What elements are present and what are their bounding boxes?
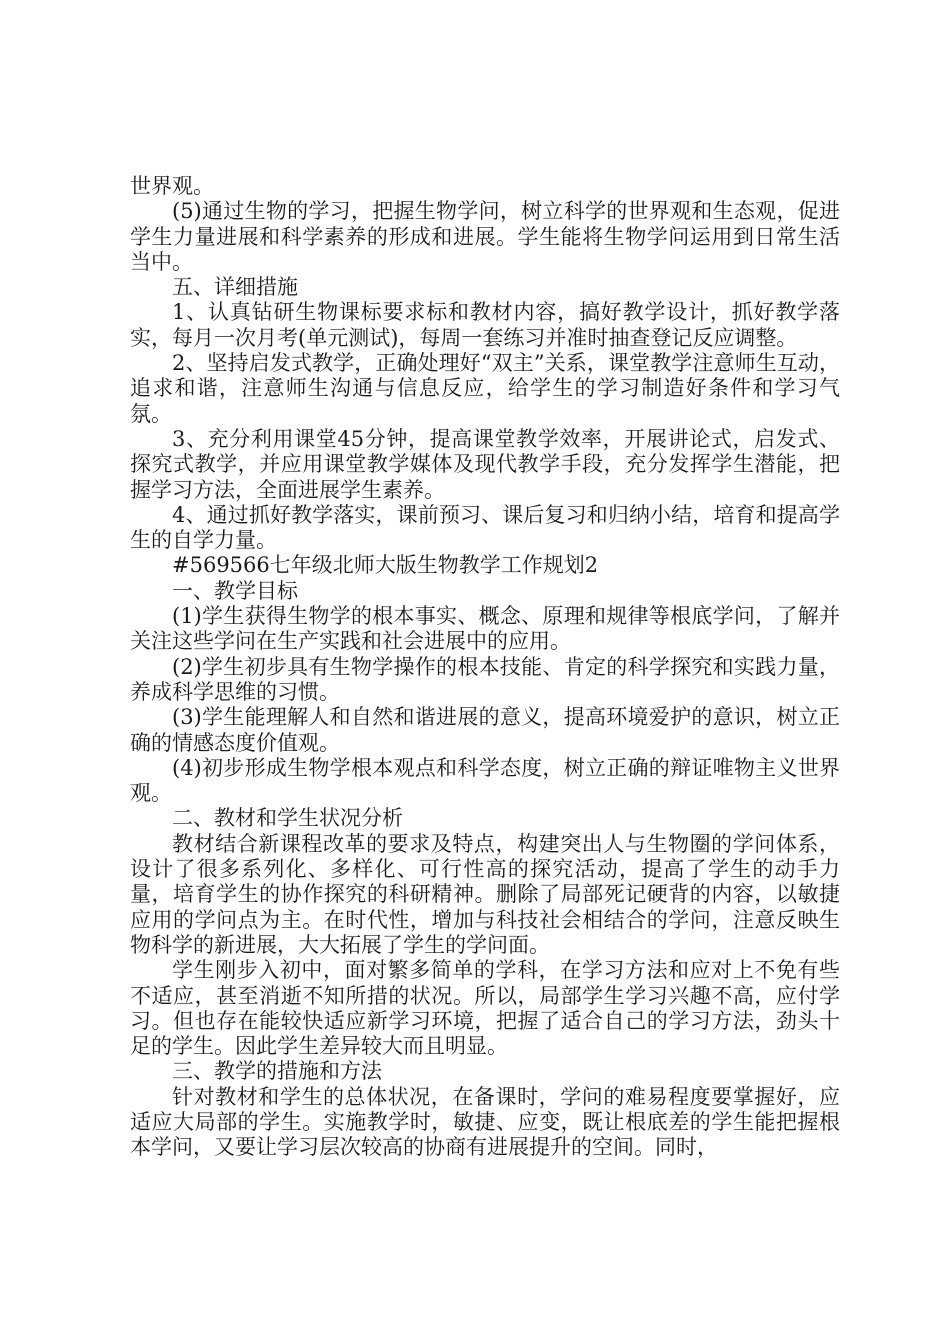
paragraph: 世界观。 xyxy=(130,174,214,198)
paragraph: 2、坚持启发式教学，正确处理好“双主”关系，课堂教学注意师生互动，追求和谐，注意师生沟通与信息反应，给学生的学习制造好条件和学习气氛。 xyxy=(130,351,840,426)
document-title: #569566七年级北师大版生物教学工作规划2 xyxy=(172,553,599,578)
section-heading: 一、教学目标 xyxy=(172,578,298,603)
paragraph: 教材结合新课程改革的要求及特点，构建突出人与生物圈的学问体系，设计了很多系列化、多样化、可行性高的探究活动，提高了学生的动手力量，培育学生的协作探究的科研精神。删除了局部死记硬背的内容，以敏捷应用的学问点为主。在时代性，增加与科技社会相结合的学问，注意反映生物科学的新进展，大大拓展了学生的学问面。 xyxy=(130,831,840,957)
section-heading: 二、教材和学生状况分析 xyxy=(172,806,403,831)
paragraph: (2)学生初步具有生物学操作的根本技能、肯定的科学探究和实践力量，养成科学思维的习惯。 xyxy=(130,654,840,704)
paragraph: 1、认真钻研生物课标要求标和教材内容，搞好教学设计，抓好教学落实，每月一次月考(单元测试)，每周一套练习并准时抽查登记反应调整。 xyxy=(130,300,840,350)
paragraph: (5)通过生物的学习，把握生物学问，树立科学的世界观和生态观，促进学生力量进展和科学素养的形成和进展。学生能将生物学问运用到日常生活当中。 xyxy=(130,199,840,274)
paragraph: 3、充分利用课堂45分钟，提高课堂教学效率，开展讲论式，启发式、探究式教学，并应用课堂教学媒体及现代教学手段，充分发挥学生潜能，把握学习方法，全面进展学生素养。 xyxy=(130,426,840,502)
section-heading: 三、教学的措施和方法 xyxy=(172,1059,382,1084)
section-heading: 五、详细措施 xyxy=(172,275,298,300)
paragraph: 学生刚步入初中，面对繁多简单的学科，在学习方法和应对上不免有些不适应，甚至消逝不知所措的状况。所以，局部学生学习兴趣不高，应付学习。但也存在能较快适应新学习环境，把握了适合自己的学习方法，劲头十足的学生。因此学生差异较大而且明显。 xyxy=(130,958,840,1059)
paragraph: (3)学生能理解人和自然和谐进展的意义，提高环境爱护的意识，树立正确的情感态度价值观。 xyxy=(130,705,840,755)
paragraph: (1)学生获得生物学的根本事实、概念、原理和规律等根底学问，了解并关注这些学问在生产实践和社会进展中的应用。 xyxy=(130,604,840,654)
paragraph: (4)初步形成生物学根本观点和科学态度，树立正确的辩证唯物主义世界观。 xyxy=(130,755,840,806)
paragraph: 针对教材和学生的总体状况，在备课时，学问的难易程度要掌握好，应适应大局部的学生。实施教学时，敏捷、应变，既让根底差的学生能把握根本学问，又要让学习层次较高的协商有进展提升的空间。同时， xyxy=(130,1084,840,1160)
document-body xyxy=(130,174,840,1161)
paragraph: 4、通过抓好教学落实，课前预习、课后复习和归纳小结，培育和提高学生的自学力量。 xyxy=(130,502,840,553)
